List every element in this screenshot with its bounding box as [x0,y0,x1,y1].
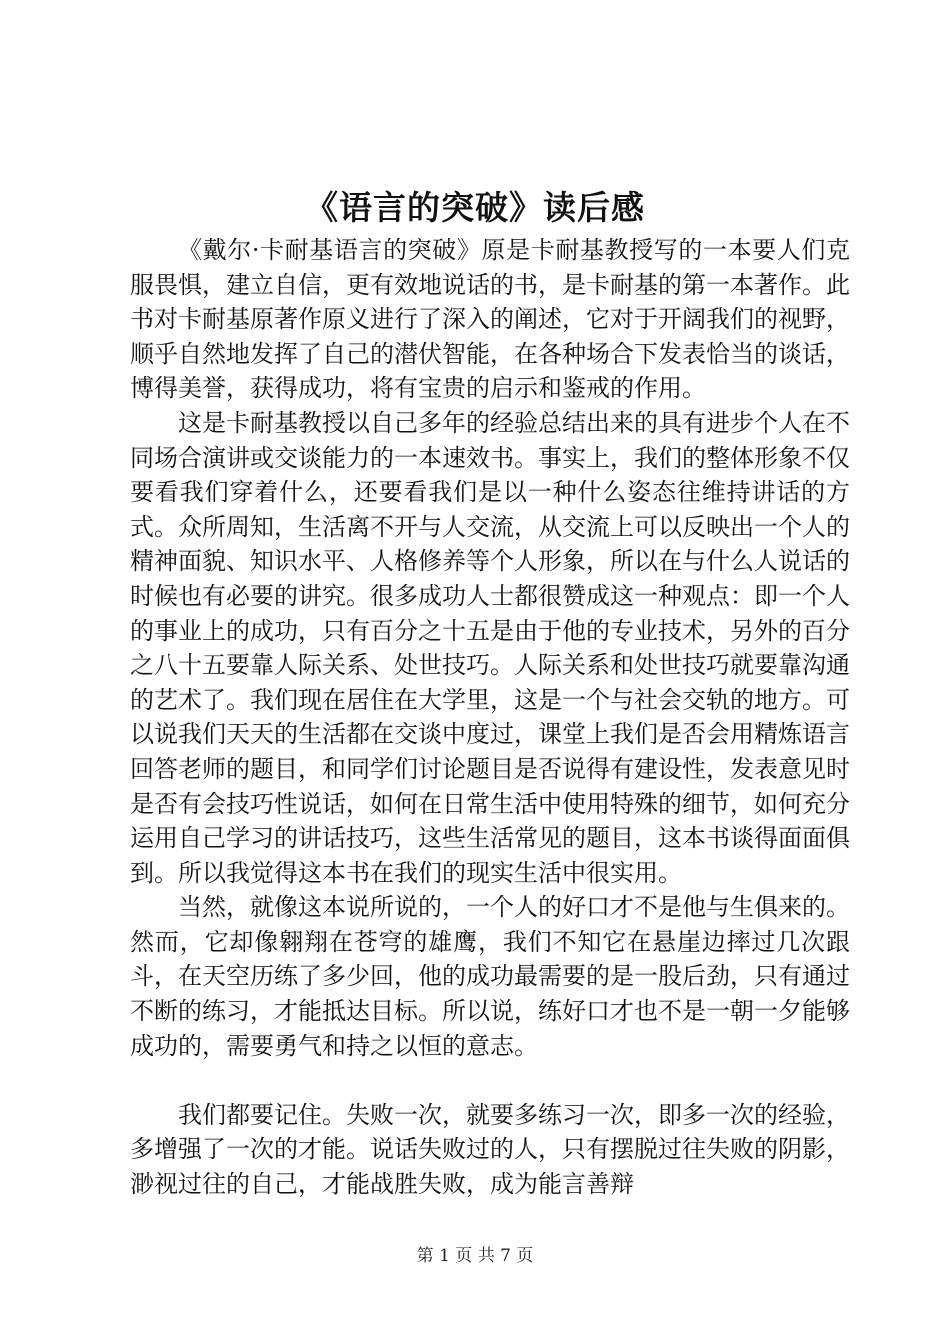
document-body [130,233,850,1202]
document-title: 《语言的突破》读后感 [305,188,645,227]
paragraph-3: 当然，就像这本说所说的，一个人的好口才不是他与生俱来的。然而，它却像翱翔在苍穹的雄鹰，我们不知它在悬崖边摔过几次跟斗，在天空历练了多少回，他的成功最需要的是一股后劲，只有通过不断的练习，才能抵达目标。所以说，练好口才也不是一朝一夕能够成功的，需要勇气和持之以恒的意志。 [130,893,850,1060]
paragraph-2: 这是卡耐基教授以自己多年的经验总结出来的具有进步个人在不同场合演讲或交谈能力的一本速效书。事实上，我们的整体形象不仅要看我们穿着什么，还要看我们是以一种什么姿态往维持讲话的方式。众所周知，生活离不开与人交流，从交流上可以反映出一个人的精神面貌、知识水平、人格修养等个人形象，所以在与什么人说话的时候也有必要的讲究。很多成功人士都很赞成这一种观点：即一个人的事业上的成功，只有百分之十五是由于他的专业技术，另外的百分之八十五要靠人际关系、处世技巧。人际关系和处世技巧就要靠沟通的艺术了。我们现在居住在大学里，这是一个与社会交轨的地方。可以说我们天天的生活都在交谈中度过，课堂上我们是否会用精炼语言回答老师的题目，和同学们讨论题目是否说得有建设性，发表意见时是否有会技巧性说话，如何在日常生活中使用特殊的细节，如何充分运用自己学习的讲话技巧，这些生活常见的题目，这本书谈得面面俱到。所以我觉得这本书在我们的现实生活中很实用。 [130,408,850,887]
page-number-footer: 第 1 页 共 7 页 [416,1246,534,1266]
paragraph-4: 我们都要记住。失败一次，就要多练习一次，即多一次的经验，多增强了一次的才能。说话失败过的人，只有摆脱过往失败的阴影，渺视过往的自己，才能战胜失败，成为能言善辩 [130,1100,850,1199]
paragraph-1: 《戴尔·卡耐基语言的突破》原是卡耐基教授写的一本要人们克服畏惧，建立自信，更有效地说话的书，是卡耐基的第一本著作。此书对卡耐基原著作原义进行了深入的阐述，它对于开阔我们的视野，顺乎自然地发挥了自己的潜伏智能，在各种场合下发表恰当的谈话，博得美誉，获得成功，将有宝贵的启示和鉴戒的作用。 [130,236,850,403]
